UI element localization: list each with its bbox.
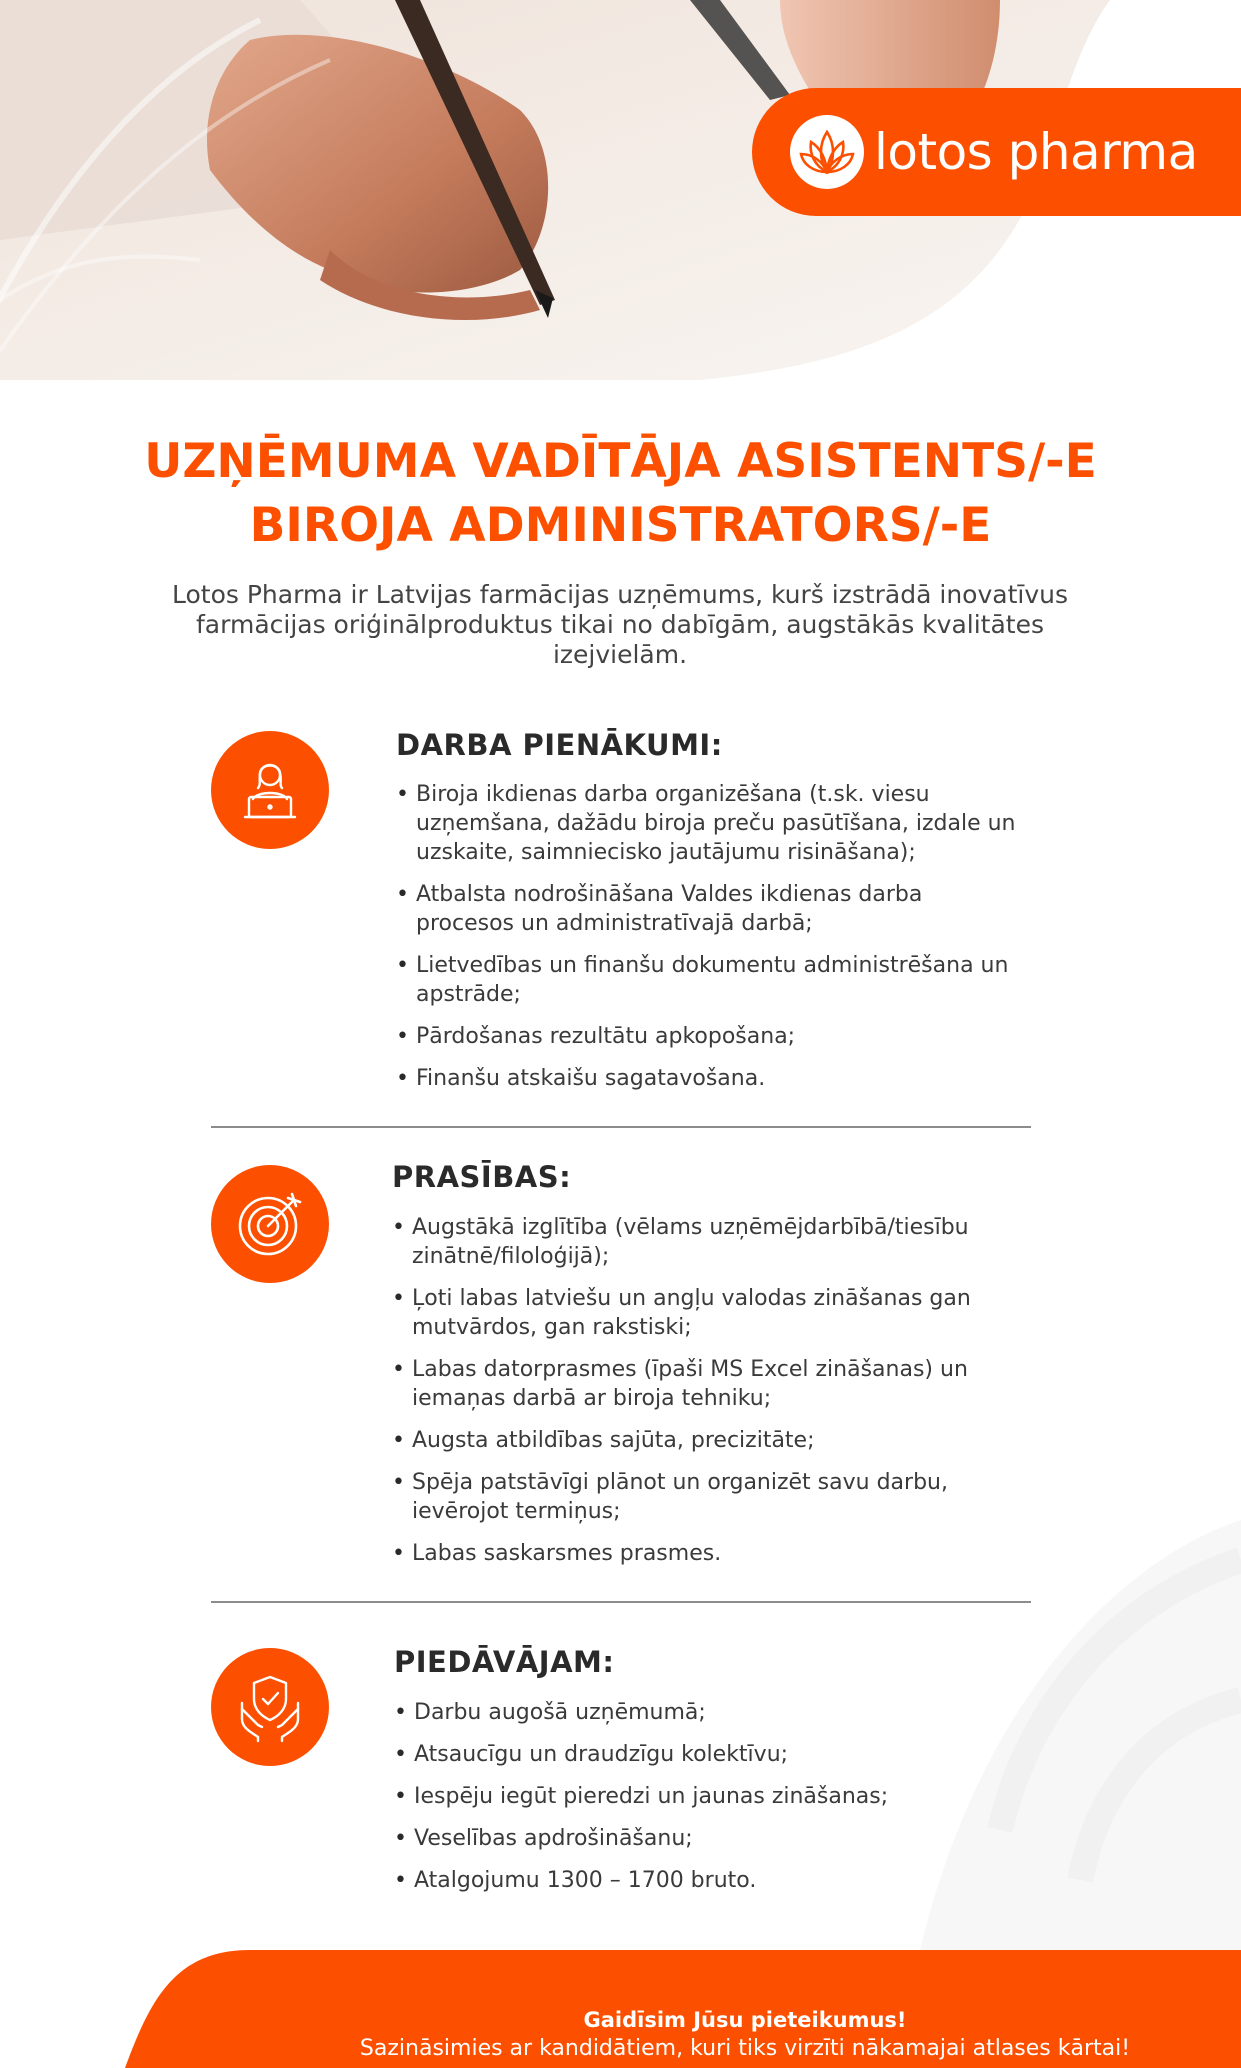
job-title-line-2: BIROJA ADMINISTRATORS/-E — [249, 498, 992, 553]
company-intro: Lotos Pharma ir Latvijas farmācijas uzņēmums, kurš izstrādā inovatīvus farmācijas oriģinālproduktus tikai no dabīgām, augstākās kvalitātes izejvielām. — [171, 580, 1069, 669]
list-item: • Atsaucīgu un draudzīgu kolektīvu; — [394, 1740, 1014, 1769]
list-item: • Veselības apdrošināšanu; — [394, 1824, 1014, 1853]
list-item: • Iespēju iegūt pieredzi un jaunas zināšanas; — [394, 1782, 1014, 1811]
list-item: • Augstākā izglītība (vēlams uzņēmējdarbībā/tiesību zinātnē/filoloģijā); — [392, 1213, 1012, 1271]
target-icon — [211, 1165, 329, 1283]
list-item: • Biroja ikdienas darba organizēšana (t.sk. viesu uzņemšana, dažādu biroja preču pasūtīšana, izdale un uzskaite, saimniecisko jautājumu risināšana); — [396, 780, 1016, 867]
footer-call-to-action: Gaidīsim Jūsu pieteikumus! — [583, 2008, 907, 2032]
list-item: • Augsta atbildības sajūta, precizitāte; — [392, 1426, 1012, 1455]
list-item: • Spēja patstāvīgi plānot un organizēt savu darbu, ievērojot termiņus; — [392, 1468, 1012, 1526]
list-item: • Ļoti labas latviešu un angļu valodas zināšanas gan mutvārdos, gan rakstiski; — [392, 1284, 1012, 1342]
footer-text — [260, 2006, 1230, 2064]
list-item: • Lietvedības un finanšu dokumentu administrēšana un apstrāde; — [396, 951, 1016, 1009]
list-item: • Darbu augošā uzņēmumā; — [394, 1698, 1014, 1727]
requirements-list — [392, 1213, 1012, 1581]
shield-hands-icon — [211, 1648, 329, 1766]
woman-at-laptop-icon — [211, 731, 329, 849]
section-title-requirements: PRASĪBAS: — [392, 1160, 572, 1194]
footer-note: Sazināsimies ar kandidātiem, kuri tiks virzīti nākamajai atlases kārtai! — [359, 2036, 1131, 2061]
section-title-duties: DARBA PIENĀKUMI: — [396, 728, 723, 762]
list-item: • Atbalsta nodrošināšana Valdes ikdienas darba procesos un administratīvajā darbā; — [396, 880, 1016, 938]
duties-list — [396, 780, 1016, 1106]
list-item: • Finanšu atskaišu sagatavošana. — [396, 1064, 1016, 1093]
job-title-line-1: UZŅĒMUMA VADĪTĀJA ASISTENTS/-E — [144, 434, 1097, 489]
logo-badge — [752, 88, 1241, 216]
offer-list — [394, 1698, 1014, 1908]
list-item: • Atalgojumu 1300 – 1700 bruto. — [394, 1866, 1014, 1895]
list-item: • Pārdošanas rezultātu apkopošana; — [396, 1022, 1016, 1051]
list-item: • Labas saskarsmes prasmes. — [392, 1539, 1012, 1568]
hero-banner — [0, 0, 1241, 380]
list-item: • Labas datorprasmes (īpaši MS Excel zināšanas) un iemaņas darbā ar biroja tehniku; — [392, 1355, 1012, 1413]
divider — [211, 1126, 1031, 1128]
lotus-logo-icon — [790, 115, 864, 189]
section-title-offer: PIEDĀVĀJAM: — [394, 1645, 615, 1679]
brand-name: lotos pharma — [874, 123, 1198, 181]
job-title — [0, 430, 1241, 558]
divider — [211, 1601, 1031, 1603]
